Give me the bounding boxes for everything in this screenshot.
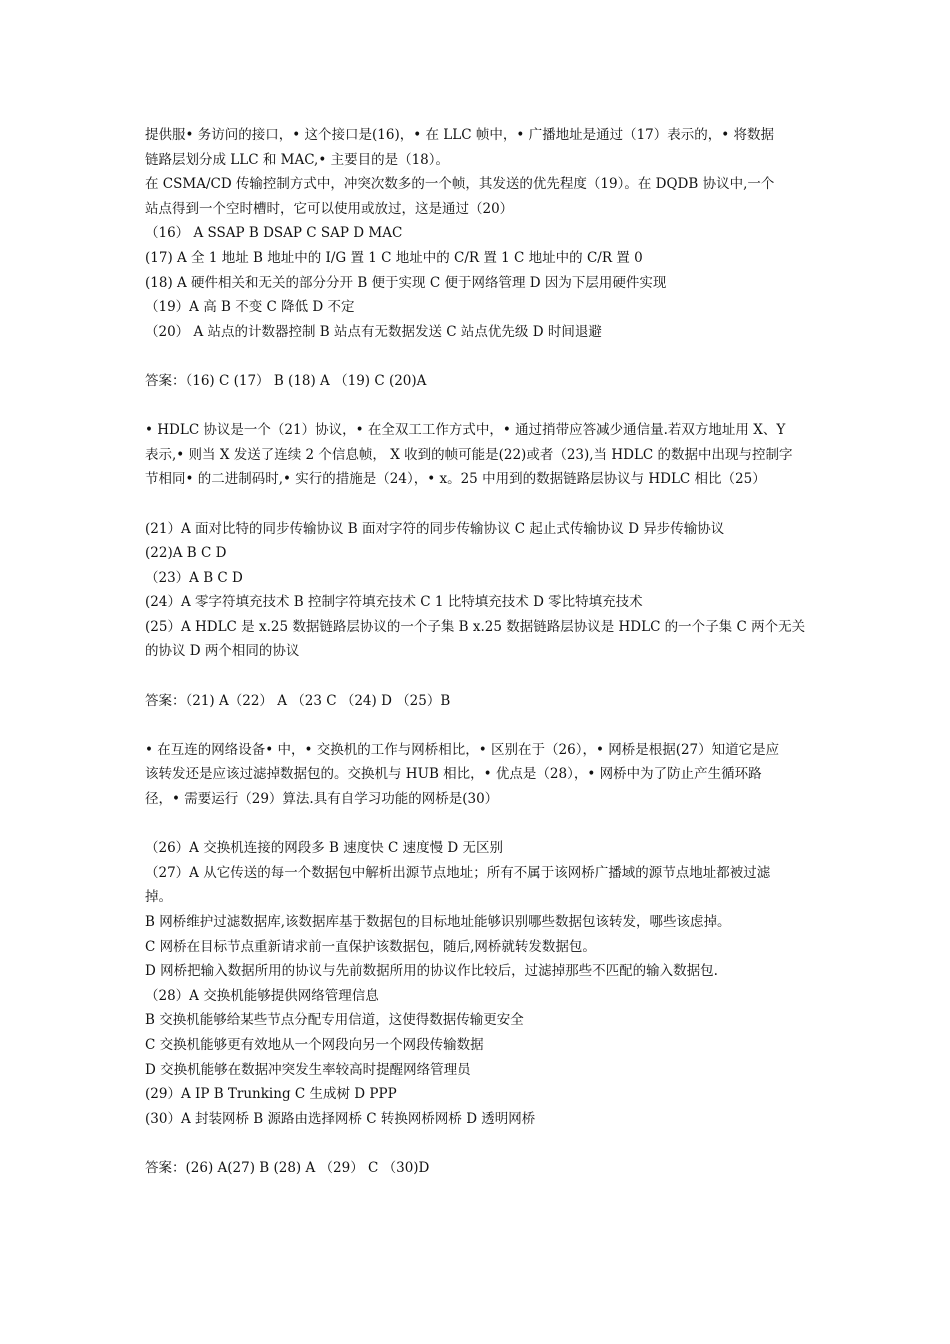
- question-option-line: (25）A HDLC 是 x.25 数据链路层协议的一个子集 B x.25 数据链路层协议是 HDLC 的一个子集 C 两个无关: [145, 618, 806, 635]
- question-option-line: (29）A IP B Trunking C 生成树 D PPP: [145, 1086, 397, 1103]
- blank-line: [145, 664, 810, 689]
- text-line: 提供服• 务访问的接口，• 这个接口是(16)，• 在 LLC 帧中，• 广播地址是通过（17）表示的，• 将数据: [145, 127, 775, 143]
- question-option-line: (17) A 全 1 地址 B 地址中的 I/G 置 1 C 地址中的 C/R 置 1 C 地址中的 C/R 置 0: [145, 249, 643, 266]
- blank-line: [145, 344, 810, 369]
- text-line: 链路层划分成 LLC 和 MAC,• 主要目的是（18）。: [145, 151, 450, 168]
- question-option-line: (30）A 封装网桥 B 源路由选择网桥 C 转换网桥网桥 D 透明网桥: [145, 1110, 536, 1127]
- question-option-line: （28）A 交换机能够提供网络管理信息: [145, 987, 379, 1004]
- text-line: D 交换机能够在数据冲突发生率较高时提醒网络管理员: [145, 1061, 471, 1078]
- blank-line: [145, 1131, 810, 1156]
- text-line: • HDLC 协议是一个（21）协议，• 在全双工工作方式中，• 通过捎带应答减少通信量.若双方地址用 X、Y: [145, 422, 786, 439]
- blank-line: [145, 713, 810, 738]
- question-option-line: （27）A 从它传送的每一个数据包中解析出源节点地址；所有不属于该网桥广播域的源节点地址都被过滤: [145, 864, 771, 881]
- question-option-line: （23）A B C D: [145, 569, 243, 586]
- answer-line: 答案：（16) C (17） B (18) A （19) C (20)A: [145, 372, 427, 389]
- blank-line: [145, 394, 810, 419]
- document-page: [145, 123, 810, 1181]
- text-line: 节相同• 的二进制码时,• 实行的措施是（24），• x。25 中用到的数据链路层协议与 HDLC 相比（25）: [145, 471, 766, 488]
- text-line: B 网桥维护过滤数据库,该数据库基于数据包的目标地址能够识别哪些数据包该转发，哪些该虑掉。: [145, 914, 731, 930]
- blank-line: [145, 492, 810, 517]
- text-line: C 交换机能够更有效地从一个网段向另一个网段传输数据: [145, 1036, 484, 1053]
- question-option-line: （16） A SSAP B DSAP C SAP D MAC: [145, 225, 403, 242]
- answer-line: 答案：（21) A（22） A （23 C （24) D （25）B: [145, 692, 451, 709]
- text-line: 站点得到一个空时槽时，它可以使用或放过，这是通过（20）: [145, 200, 514, 217]
- text-line: 在 CSMA/CD 传输控制方式中，冲突次数多的一个帧，其发送的优先程度（19）。在 DQDB 协议中,一个: [145, 176, 775, 193]
- question-option-line: （19）A 高 B 不变 C 降低 D 不定: [145, 299, 355, 316]
- text-line: • 在互连的网络设备• 中，• 交换机的工作与网桥相比，• 区别在于（26），• 网桥是根据(27）知道它是应: [145, 741, 780, 758]
- text-line: 该转发还是应该过滤掉数据包的。交换机与 HUB 相比，• 优点是（28），• 网桥中为了防止产生循环路: [145, 766, 762, 783]
- question-option-line: (18) A 硬件相关和无关的部分分开 B 便于实现 C 便于网络管理 D 因为下层用硬件实现: [145, 274, 667, 291]
- text-line: C 网桥在目标节点重新请求前一直保护该数据包，随后,网桥就转发数据包。: [145, 938, 596, 955]
- text-line: 掉。: [145, 889, 172, 906]
- question-option-line: （26）A 交换机连接的网段多 B 速度快 C 速度慢 D 无区别: [145, 840, 504, 857]
- question-option-line: （20） A 站点的计数器控制 B 站点有无数据发送 C 站点优先级 D 时间退避: [145, 323, 602, 340]
- question-option-line: (22)A B C D: [145, 545, 227, 562]
- text-line: D 网桥把输入数据所用的协议与先前数据所用的协议作比较后，过滤掉那些不匹配的输入数据包.: [145, 963, 718, 980]
- text-line: 表示,• 则当 X 发送了连续 2 个信息帧， X 收到的帧可能是(22)或者（23),当 HDLC 的数据中出现与控制字: [145, 446, 793, 463]
- text-line: B 交换机能够给某些节点分配专用信道，这使得数据传输更安全: [145, 1012, 524, 1029]
- text-line: 的协议 D 两个相同的协议: [145, 643, 300, 660]
- text-line: 径，• 需要运行（29）算法.具有自学习功能的网桥是(30）: [145, 791, 499, 808]
- question-option-line: (21）A 面对比特的同步传输协议 B 面对字符的同步传输协议 C 起止式传输协议 D 异步传输协议: [145, 520, 725, 537]
- answer-line: 答案：(26) A(27) B (28) A （29） C （30)D: [145, 1159, 430, 1176]
- blank-line: [145, 812, 810, 837]
- question-option-line: (24）A 零字符填充技术 B 控制字符填充技术 C 1 比特填充技术 D 零比特填充技术: [145, 594, 643, 611]
